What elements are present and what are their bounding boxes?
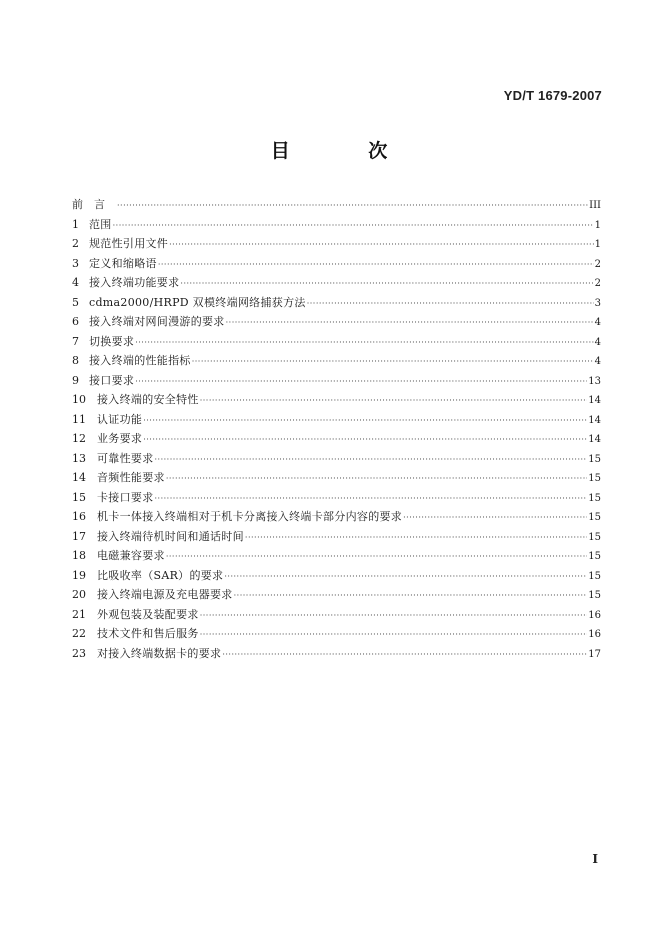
toc-entry-number: 2 <box>72 237 79 250</box>
toc-dot-leader <box>135 372 587 392</box>
toc-entry-page: 13 <box>588 375 601 387</box>
toc-entry-number: 23 <box>72 646 86 660</box>
toc-entry-number: 5 <box>72 295 79 309</box>
toc-dot-leader <box>200 391 588 411</box>
toc-entry-label: 规范性引用文件 <box>89 237 169 250</box>
toc-entry[interactable] <box>72 624 601 644</box>
toc-dot-leader <box>158 255 594 275</box>
toc-entry-page: 15 <box>588 512 601 523</box>
toc-entry-number: 1 <box>72 217 79 231</box>
toc-entry-label: 音频性能要求 <box>97 471 165 484</box>
toc-entry-label: 接入终端的安全特性 <box>97 393 199 406</box>
page-title: 目 次 <box>270 140 424 162</box>
toc-entry[interactable] <box>72 429 601 449</box>
toc-entry-page: 14 <box>588 414 601 426</box>
toc-dot-leader <box>200 606 588 626</box>
toc-entry-page: 2 <box>594 258 601 270</box>
toc-entry-label: 接入终端的性能指标 <box>89 354 191 367</box>
toc-entry-page: 15 <box>588 453 601 465</box>
toc-entry-label: 定义和缩略语 <box>89 256 157 270</box>
toc-entry-number: 16 <box>72 510 86 523</box>
toc-entry-page: 16 <box>588 609 601 621</box>
toc-dot-leader <box>226 313 594 333</box>
toc-entry-page: 15 <box>588 473 601 484</box>
toc-dot-leader <box>155 450 588 470</box>
standard-code: YD/T 1679-2007 <box>503 88 602 103</box>
toc-entry-label: 范围 <box>89 217 112 231</box>
toc-entry-number: 3 <box>72 256 79 270</box>
toc-entry-page: 15 <box>588 570 601 582</box>
toc-dot-leader <box>192 352 594 372</box>
toc-entry[interactable] <box>72 332 601 352</box>
toc-entry-number: 9 <box>72 373 79 387</box>
toc-entry-page: 4 <box>594 336 601 348</box>
toc-entry-number: 22 <box>72 627 86 640</box>
toc-entry-page: 1 <box>594 219 601 231</box>
toc-entry[interactable] <box>72 254 601 274</box>
toc-entry-label: 比吸收率（SAR）的要求 <box>97 568 224 582</box>
toc-entry[interactable] <box>72 234 601 254</box>
toc-entry-page: 2 <box>594 278 601 289</box>
toc-entry-number: 11 <box>72 412 86 426</box>
toc-dot-leader <box>143 430 587 450</box>
toc-entry-label: 接入终端电源及充电器要求 <box>97 588 233 601</box>
toc-entry-page: 14 <box>588 395 601 406</box>
toc-entry[interactable] <box>72 585 601 605</box>
toc-entry[interactable] <box>72 644 601 664</box>
toc-entry[interactable] <box>72 215 601 235</box>
toc-entry-number: 14 <box>72 471 86 484</box>
toc-entry-page: 15 <box>588 531 601 543</box>
toc-entry[interactable] <box>72 273 601 293</box>
toc-entry-page: 3 <box>594 297 601 309</box>
toc-dot-leader <box>234 586 588 606</box>
toc-entry-number: 6 <box>72 315 79 328</box>
toc-entry-label: 外观包装及装配要求 <box>97 607 199 621</box>
toc-entry-number: 12 <box>72 432 86 445</box>
toc-dot-leader <box>200 625 588 645</box>
toc-entry-label: 业务要求 <box>97 432 143 445</box>
toc-entry-label: 对接入终端数据卡的要求 <box>97 646 222 660</box>
toc-entry[interactable] <box>72 449 601 469</box>
toc-entry-label: cdma2000/HRPD 双模终端网络捕获方法 <box>89 295 306 309</box>
toc-entry-page: 15 <box>588 492 601 504</box>
toc-dot-leader <box>135 333 593 353</box>
toc-entry-page: III <box>589 200 601 211</box>
toc-entry[interactable] <box>72 507 601 527</box>
toc-dot-leader <box>403 508 587 528</box>
toc-entry[interactable] <box>72 488 601 508</box>
toc-entry-label: 前言 <box>72 198 116 211</box>
toc-entry-number: 19 <box>72 568 86 582</box>
toc-entry[interactable] <box>72 527 601 547</box>
toc-dot-leader <box>180 274 593 294</box>
table-of-contents <box>72 195 601 663</box>
toc-entry-label: 电磁兼容要求 <box>97 549 165 562</box>
toc-entry-number: 18 <box>72 549 86 562</box>
toc-dot-leader <box>224 567 587 587</box>
toc-entry-number: 4 <box>72 276 79 289</box>
toc-entry-label: 机卡一体接入终端相对于机卡分离接入终端卡部分内容的要求 <box>97 510 403 523</box>
toc-entry-page: 14 <box>588 434 601 445</box>
toc-dot-leader <box>169 235 594 255</box>
toc-entry-number: 10 <box>72 393 86 406</box>
toc-dot-leader <box>307 294 594 314</box>
toc-entry-label: 卡接口要求 <box>97 490 154 504</box>
toc-entry-page: 17 <box>588 648 601 660</box>
toc-entry-number: 20 <box>72 588 86 601</box>
toc-dot-leader <box>245 528 587 548</box>
toc-entry-number: 15 <box>72 490 86 504</box>
toc-entry-label: 可靠性要求 <box>97 451 154 465</box>
toc-entry-label: 认证功能 <box>97 412 143 426</box>
toc-dot-leader <box>166 547 587 567</box>
toc-entry[interactable] <box>72 566 601 586</box>
toc-entry-label: 接入终端功能要求 <box>89 276 180 289</box>
toc-entry-number: 13 <box>72 451 86 465</box>
toc-dot-leader <box>113 216 594 236</box>
toc-entry[interactable] <box>72 390 601 410</box>
toc-entry-label: 接入终端对网间漫游的要求 <box>89 315 225 328</box>
toc-dot-leader <box>166 469 587 489</box>
toc-entry[interactable] <box>72 468 601 488</box>
page-number: I <box>592 852 598 866</box>
toc-entry-page: 4 <box>594 356 601 367</box>
toc-entry-page: 4 <box>594 317 601 328</box>
toc-entry[interactable] <box>72 195 601 215</box>
toc-dot-leader <box>117 196 588 216</box>
toc-entry[interactable] <box>72 371 601 391</box>
toc-entry-label: 技术文件和售后服务 <box>97 627 199 640</box>
toc-entry-page: 15 <box>588 590 601 601</box>
toc-dot-leader <box>222 645 587 665</box>
toc-entry-number: 7 <box>72 334 79 348</box>
toc-entry[interactable] <box>72 351 601 371</box>
toc-entry[interactable] <box>72 293 601 313</box>
toc-entry[interactable] <box>72 312 601 332</box>
toc-dot-leader <box>155 489 588 509</box>
toc-entry-label: 接入终端待机时间和通话时间 <box>97 529 244 543</box>
toc-entry[interactable] <box>72 605 601 625</box>
toc-entry-page: 16 <box>588 629 601 640</box>
toc-entry[interactable] <box>72 546 601 566</box>
toc-dot-leader <box>143 411 587 431</box>
toc-entry-number: 21 <box>72 607 86 621</box>
toc-entry-label: 接口要求 <box>89 373 135 387</box>
toc-entry-number: 17 <box>72 529 86 543</box>
toc-entry-label: 切换要求 <box>89 334 135 348</box>
toc-entry[interactable] <box>72 410 601 430</box>
toc-entry-page: 1 <box>594 239 601 250</box>
toc-entry-page: 15 <box>588 551 601 562</box>
toc-entry-number: 8 <box>72 354 79 367</box>
